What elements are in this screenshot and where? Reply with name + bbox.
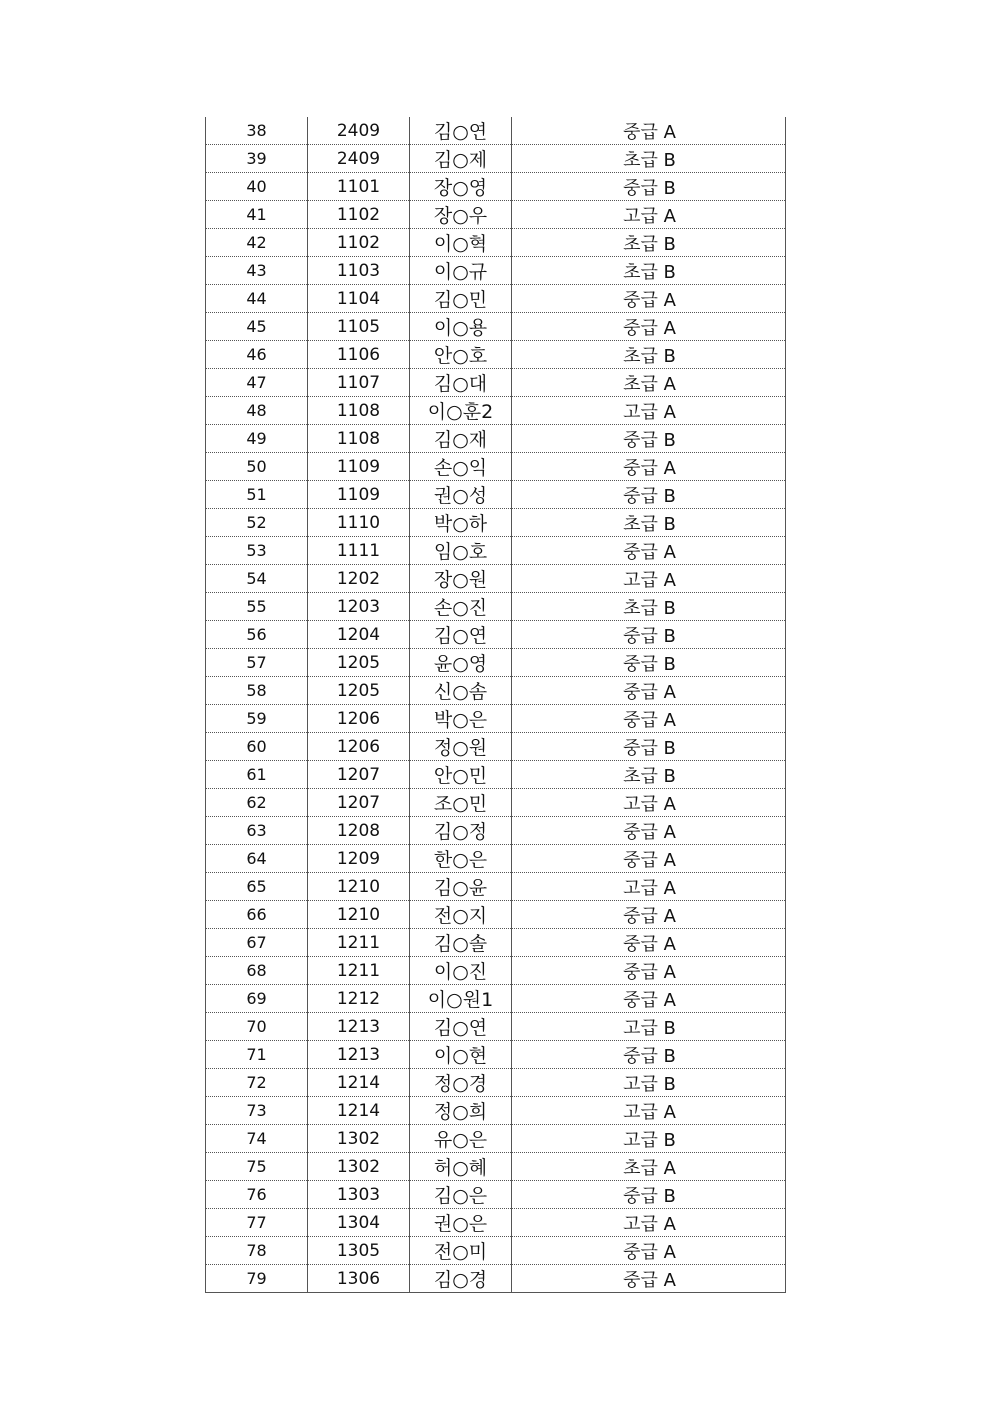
class-number-cell: 1206 (308, 733, 410, 761)
table-row (206, 649, 786, 677)
class-number-cell: 1305 (308, 1237, 410, 1265)
class-number-cell: 1106 (308, 341, 410, 369)
table-row (206, 565, 786, 593)
level-grade-cell: 중급 B (512, 621, 786, 649)
level-grade-cell: 중급 B (512, 649, 786, 677)
table-row (206, 285, 786, 313)
table-row (206, 1265, 786, 1293)
document-page (205, 117, 785, 1293)
level-grade-cell: 중급 A (512, 453, 786, 481)
row-number-cell: 43 (206, 257, 308, 285)
roster-table-body (206, 117, 786, 1293)
student-name-cell: 정○경 (410, 1069, 512, 1097)
level-grade-cell: 고급 A (512, 565, 786, 593)
class-number-cell: 1303 (308, 1181, 410, 1209)
table-row (206, 985, 786, 1013)
class-number-cell: 1306 (308, 1265, 410, 1293)
row-number-cell: 40 (206, 173, 308, 201)
student-name-cell: 허○혜 (410, 1153, 512, 1181)
student-name-cell: 김○은 (410, 1181, 512, 1209)
table-row (206, 817, 786, 845)
row-number-cell: 63 (206, 817, 308, 845)
level-grade-cell: 초급 B (512, 341, 786, 369)
class-number-cell: 1209 (308, 845, 410, 873)
row-number-cell: 58 (206, 677, 308, 705)
level-grade-cell: 고급 B (512, 1069, 786, 1097)
row-number-cell: 39 (206, 145, 308, 173)
level-grade-cell: 중급 A (512, 677, 786, 705)
level-grade-cell: 초급 B (512, 509, 786, 537)
table-row (206, 397, 786, 425)
row-number-cell: 59 (206, 705, 308, 733)
table-row (206, 201, 786, 229)
table-row (206, 845, 786, 873)
table-row (206, 789, 786, 817)
level-grade-cell: 초급 B (512, 229, 786, 257)
row-number-cell: 77 (206, 1209, 308, 1237)
row-number-cell: 73 (206, 1097, 308, 1125)
student-name-cell: 장○영 (410, 173, 512, 201)
student-name-cell: 김○경 (410, 1265, 512, 1293)
row-number-cell: 49 (206, 425, 308, 453)
level-grade-cell: 초급 B (512, 593, 786, 621)
table-row (206, 873, 786, 901)
student-name-cell: 전○미 (410, 1237, 512, 1265)
table-row (206, 733, 786, 761)
class-number-cell: 1102 (308, 229, 410, 257)
table-row (206, 1069, 786, 1097)
roster-table (205, 117, 786, 1293)
level-grade-cell: 초급 B (512, 257, 786, 285)
student-name-cell: 이○현 (410, 1041, 512, 1069)
class-number-cell: 1206 (308, 705, 410, 733)
student-name-cell: 이○진 (410, 957, 512, 985)
table-row (206, 369, 786, 397)
level-grade-cell: 중급 A (512, 957, 786, 985)
level-grade-cell: 중급 B (512, 1181, 786, 1209)
table-row (206, 509, 786, 537)
row-number-cell: 56 (206, 621, 308, 649)
class-number-cell: 1214 (308, 1069, 410, 1097)
level-grade-cell: 중급 A (512, 901, 786, 929)
row-number-cell: 41 (206, 201, 308, 229)
class-number-cell: 1204 (308, 621, 410, 649)
level-grade-cell: 중급 A (512, 985, 786, 1013)
row-number-cell: 75 (206, 1153, 308, 1181)
row-number-cell: 68 (206, 957, 308, 985)
student-name-cell: 박○하 (410, 509, 512, 537)
row-number-cell: 66 (206, 901, 308, 929)
row-number-cell: 79 (206, 1265, 308, 1293)
table-row (206, 1041, 786, 1069)
level-grade-cell: 고급 A (512, 1209, 786, 1237)
level-grade-cell: 고급 A (512, 789, 786, 817)
student-name-cell: 이○훈2 (410, 397, 512, 425)
level-grade-cell: 중급 A (512, 285, 786, 313)
level-grade-cell: 중급 B (512, 425, 786, 453)
table-row (206, 1125, 786, 1153)
table-row (206, 621, 786, 649)
class-number-cell: 1107 (308, 369, 410, 397)
student-name-cell: 이○원1 (410, 985, 512, 1013)
student-name-cell: 윤○영 (410, 649, 512, 677)
row-number-cell: 50 (206, 453, 308, 481)
class-number-cell: 1108 (308, 397, 410, 425)
table-row (206, 1013, 786, 1041)
class-number-cell: 1211 (308, 929, 410, 957)
student-name-cell: 장○우 (410, 201, 512, 229)
student-name-cell: 이○용 (410, 313, 512, 341)
level-grade-cell: 고급 B (512, 1013, 786, 1041)
class-number-cell: 1205 (308, 649, 410, 677)
class-number-cell: 1110 (308, 509, 410, 537)
level-grade-cell: 중급 B (512, 173, 786, 201)
class-number-cell: 1108 (308, 425, 410, 453)
table-row (206, 341, 786, 369)
row-number-cell: 70 (206, 1013, 308, 1041)
class-number-cell: 1207 (308, 789, 410, 817)
student-name-cell: 안○호 (410, 341, 512, 369)
student-name-cell: 손○진 (410, 593, 512, 621)
student-name-cell: 임○호 (410, 537, 512, 565)
student-name-cell: 김○재 (410, 425, 512, 453)
student-name-cell: 권○은 (410, 1209, 512, 1237)
student-name-cell: 김○윤 (410, 873, 512, 901)
student-name-cell: 김○연 (410, 117, 512, 145)
row-number-cell: 57 (206, 649, 308, 677)
row-number-cell: 72 (206, 1069, 308, 1097)
row-number-cell: 53 (206, 537, 308, 565)
student-name-cell: 김○솔 (410, 929, 512, 957)
row-number-cell: 44 (206, 285, 308, 313)
table-row (206, 173, 786, 201)
student-name-cell: 전○지 (410, 901, 512, 929)
level-grade-cell: 초급 B (512, 145, 786, 173)
level-grade-cell: 초급 A (512, 1153, 786, 1181)
table-row (206, 145, 786, 173)
level-grade-cell: 중급 B (512, 1041, 786, 1069)
table-row (206, 481, 786, 509)
table-row (206, 957, 786, 985)
student-name-cell: 손○익 (410, 453, 512, 481)
row-number-cell: 67 (206, 929, 308, 957)
class-number-cell: 1208 (308, 817, 410, 845)
level-grade-cell: 중급 A (512, 537, 786, 565)
table-row (206, 1153, 786, 1181)
row-number-cell: 38 (206, 117, 308, 145)
level-grade-cell: 초급 A (512, 369, 786, 397)
row-number-cell: 61 (206, 761, 308, 789)
level-grade-cell: 중급 B (512, 481, 786, 509)
class-number-cell: 1212 (308, 985, 410, 1013)
table-row (206, 1237, 786, 1265)
row-number-cell: 71 (206, 1041, 308, 1069)
table-row (206, 1097, 786, 1125)
student-name-cell: 김○대 (410, 369, 512, 397)
level-grade-cell: 중급 A (512, 313, 786, 341)
class-number-cell: 2409 (308, 117, 410, 145)
level-grade-cell: 초급 B (512, 761, 786, 789)
row-number-cell: 51 (206, 481, 308, 509)
level-grade-cell: 중급 A (512, 117, 786, 145)
table-row (206, 677, 786, 705)
student-name-cell: 한○은 (410, 845, 512, 873)
student-name-cell: 김○민 (410, 285, 512, 313)
class-number-cell: 1211 (308, 957, 410, 985)
table-row (206, 117, 786, 145)
table-row (206, 901, 786, 929)
row-number-cell: 47 (206, 369, 308, 397)
class-number-cell: 1202 (308, 565, 410, 593)
row-number-cell: 55 (206, 593, 308, 621)
student-name-cell: 신○솜 (410, 677, 512, 705)
level-grade-cell: 고급 A (512, 201, 786, 229)
class-number-cell: 1302 (308, 1125, 410, 1153)
row-number-cell: 78 (206, 1237, 308, 1265)
class-number-cell: 1105 (308, 313, 410, 341)
table-row (206, 929, 786, 957)
row-number-cell: 42 (206, 229, 308, 257)
row-number-cell: 62 (206, 789, 308, 817)
class-number-cell: 1207 (308, 761, 410, 789)
row-number-cell: 45 (206, 313, 308, 341)
class-number-cell: 1213 (308, 1013, 410, 1041)
level-grade-cell: 고급 A (512, 397, 786, 425)
level-grade-cell: 중급 A (512, 817, 786, 845)
level-grade-cell: 고급 A (512, 873, 786, 901)
table-row (206, 257, 786, 285)
table-row (206, 593, 786, 621)
row-number-cell: 64 (206, 845, 308, 873)
class-number-cell: 1111 (308, 537, 410, 565)
table-row (206, 313, 786, 341)
student-name-cell: 장○원 (410, 565, 512, 593)
level-grade-cell: 중급 A (512, 1265, 786, 1293)
class-number-cell: 1302 (308, 1153, 410, 1181)
level-grade-cell: 고급 A (512, 1097, 786, 1125)
table-row (206, 705, 786, 733)
row-number-cell: 54 (206, 565, 308, 593)
class-number-cell: 1213 (308, 1041, 410, 1069)
level-grade-cell: 중급 B (512, 733, 786, 761)
student-name-cell: 정○희 (410, 1097, 512, 1125)
level-grade-cell: 중급 A (512, 929, 786, 957)
student-name-cell: 박○은 (410, 705, 512, 733)
student-name-cell: 김○정 (410, 817, 512, 845)
level-grade-cell: 중급 A (512, 1237, 786, 1265)
table-row (206, 453, 786, 481)
table-row (206, 229, 786, 257)
table-row (206, 537, 786, 565)
table-row (206, 1181, 786, 1209)
class-number-cell: 2409 (308, 145, 410, 173)
class-number-cell: 1101 (308, 173, 410, 201)
class-number-cell: 1214 (308, 1097, 410, 1125)
class-number-cell: 1205 (308, 677, 410, 705)
row-number-cell: 76 (206, 1181, 308, 1209)
student-name-cell: 정○원 (410, 733, 512, 761)
class-number-cell: 1102 (308, 201, 410, 229)
row-number-cell: 65 (206, 873, 308, 901)
class-number-cell: 1210 (308, 873, 410, 901)
level-grade-cell: 중급 A (512, 845, 786, 873)
row-number-cell: 69 (206, 985, 308, 1013)
student-name-cell: 조○민 (410, 789, 512, 817)
row-number-cell: 52 (206, 509, 308, 537)
class-number-cell: 1109 (308, 453, 410, 481)
class-number-cell: 1103 (308, 257, 410, 285)
level-grade-cell: 고급 B (512, 1125, 786, 1153)
student-name-cell: 김○연 (410, 1013, 512, 1041)
row-number-cell: 60 (206, 733, 308, 761)
row-number-cell: 46 (206, 341, 308, 369)
table-row (206, 1209, 786, 1237)
student-name-cell: 안○민 (410, 761, 512, 789)
student-name-cell: 유○은 (410, 1125, 512, 1153)
row-number-cell: 74 (206, 1125, 308, 1153)
class-number-cell: 1104 (308, 285, 410, 313)
class-number-cell: 1109 (308, 481, 410, 509)
student-name-cell: 이○규 (410, 257, 512, 285)
student-name-cell: 권○성 (410, 481, 512, 509)
table-row (206, 425, 786, 453)
table-row (206, 761, 786, 789)
student-name-cell: 이○혁 (410, 229, 512, 257)
class-number-cell: 1304 (308, 1209, 410, 1237)
class-number-cell: 1210 (308, 901, 410, 929)
student-name-cell: 김○연 (410, 621, 512, 649)
level-grade-cell: 중급 A (512, 705, 786, 733)
student-name-cell: 김○제 (410, 145, 512, 173)
row-number-cell: 48 (206, 397, 308, 425)
class-number-cell: 1203 (308, 593, 410, 621)
